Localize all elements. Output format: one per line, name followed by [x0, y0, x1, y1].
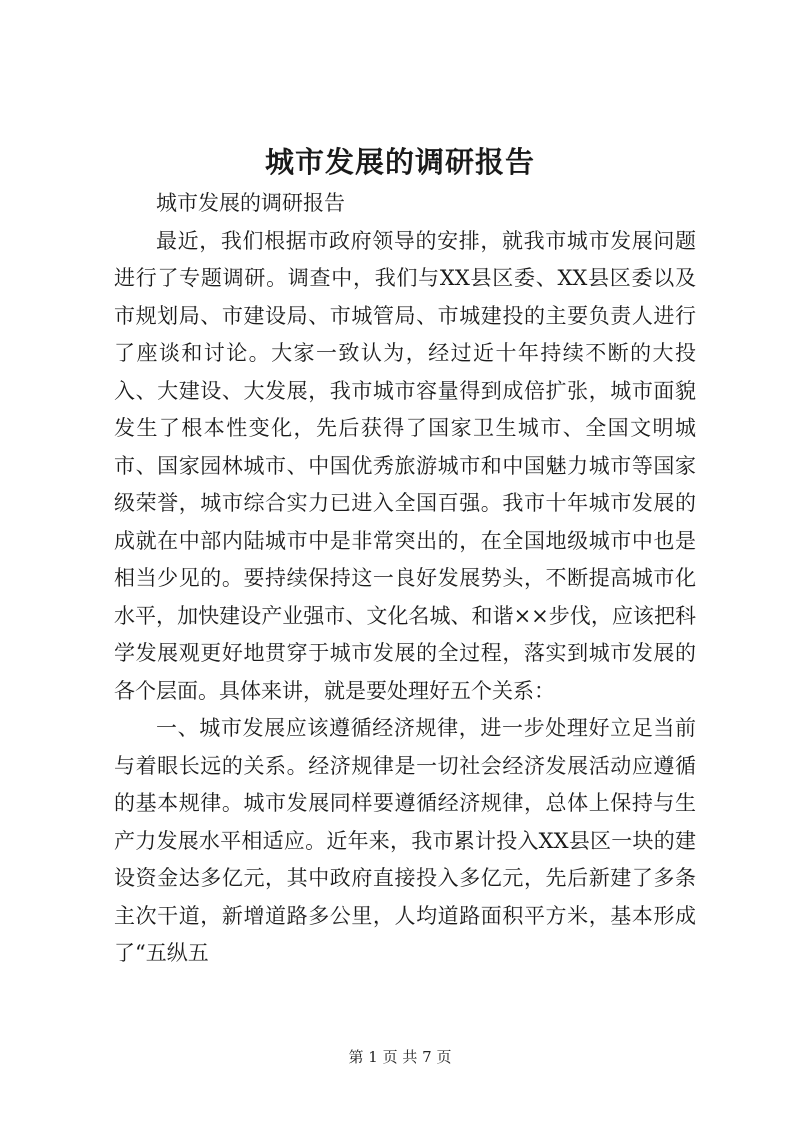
document-title: 城市发展的调研报告	[264, 145, 535, 179]
paragraph-subtitle: 城市发展的调研报告	[156, 191, 345, 215]
paragraph-section-one: 一、城市发展应该遵循经济规律，进一步处理好立足当前与着眼长远的关系。经济规律是一切社会经济发展活动应遵循的基本规律。城市发展同样要遵循经济规律，总体上保持与生产力发展水平相适应。近年来，我市累计投入XX县区一块的建设资金达多亿元，其中政府直接投入多亿元，先后新建了多条主次干道，新增道路多公里，人均道路面积平方米，基本形成了“五纵五	[114, 716, 696, 965]
page-footer: 第 1 页 共 7 页	[348, 1048, 452, 1066]
document-body	[114, 185, 696, 973]
paragraph-intro: 最近，我们根据市政府领导的安排，就我市城市发展问题进行了专题调研。调查中，我们与XX县区委、XX县区委以及市规划局、市建设局、市城管局、市城建投的主要负责人进行了座谈和讨论。大家一致认为，经过近十年持续不断的大投入、大建设、大发展，我市城市容量得到成倍扩张，城市面貌发生了根本性变化，先后获得了国家卫生城市、全国文明城市、国家园林城市、中国优秀旅游城市和中国魅力城市等国家级荣誉，城市综合实力已进入全国百强。我市十年城市发展的成就在中部内陆城市中是非常突出的，在全国地级城市中也是相当少见的。要持续保持这一良好发展势头，不断提高城市化水平，加快建设产业强市、文化名城、和谐××步伐，应该把科学发展观更好地贯穿于城市发展的全过程，落实到城市发展的各个层面。具体来讲，就是要处理好五个关系：	[114, 228, 696, 703]
